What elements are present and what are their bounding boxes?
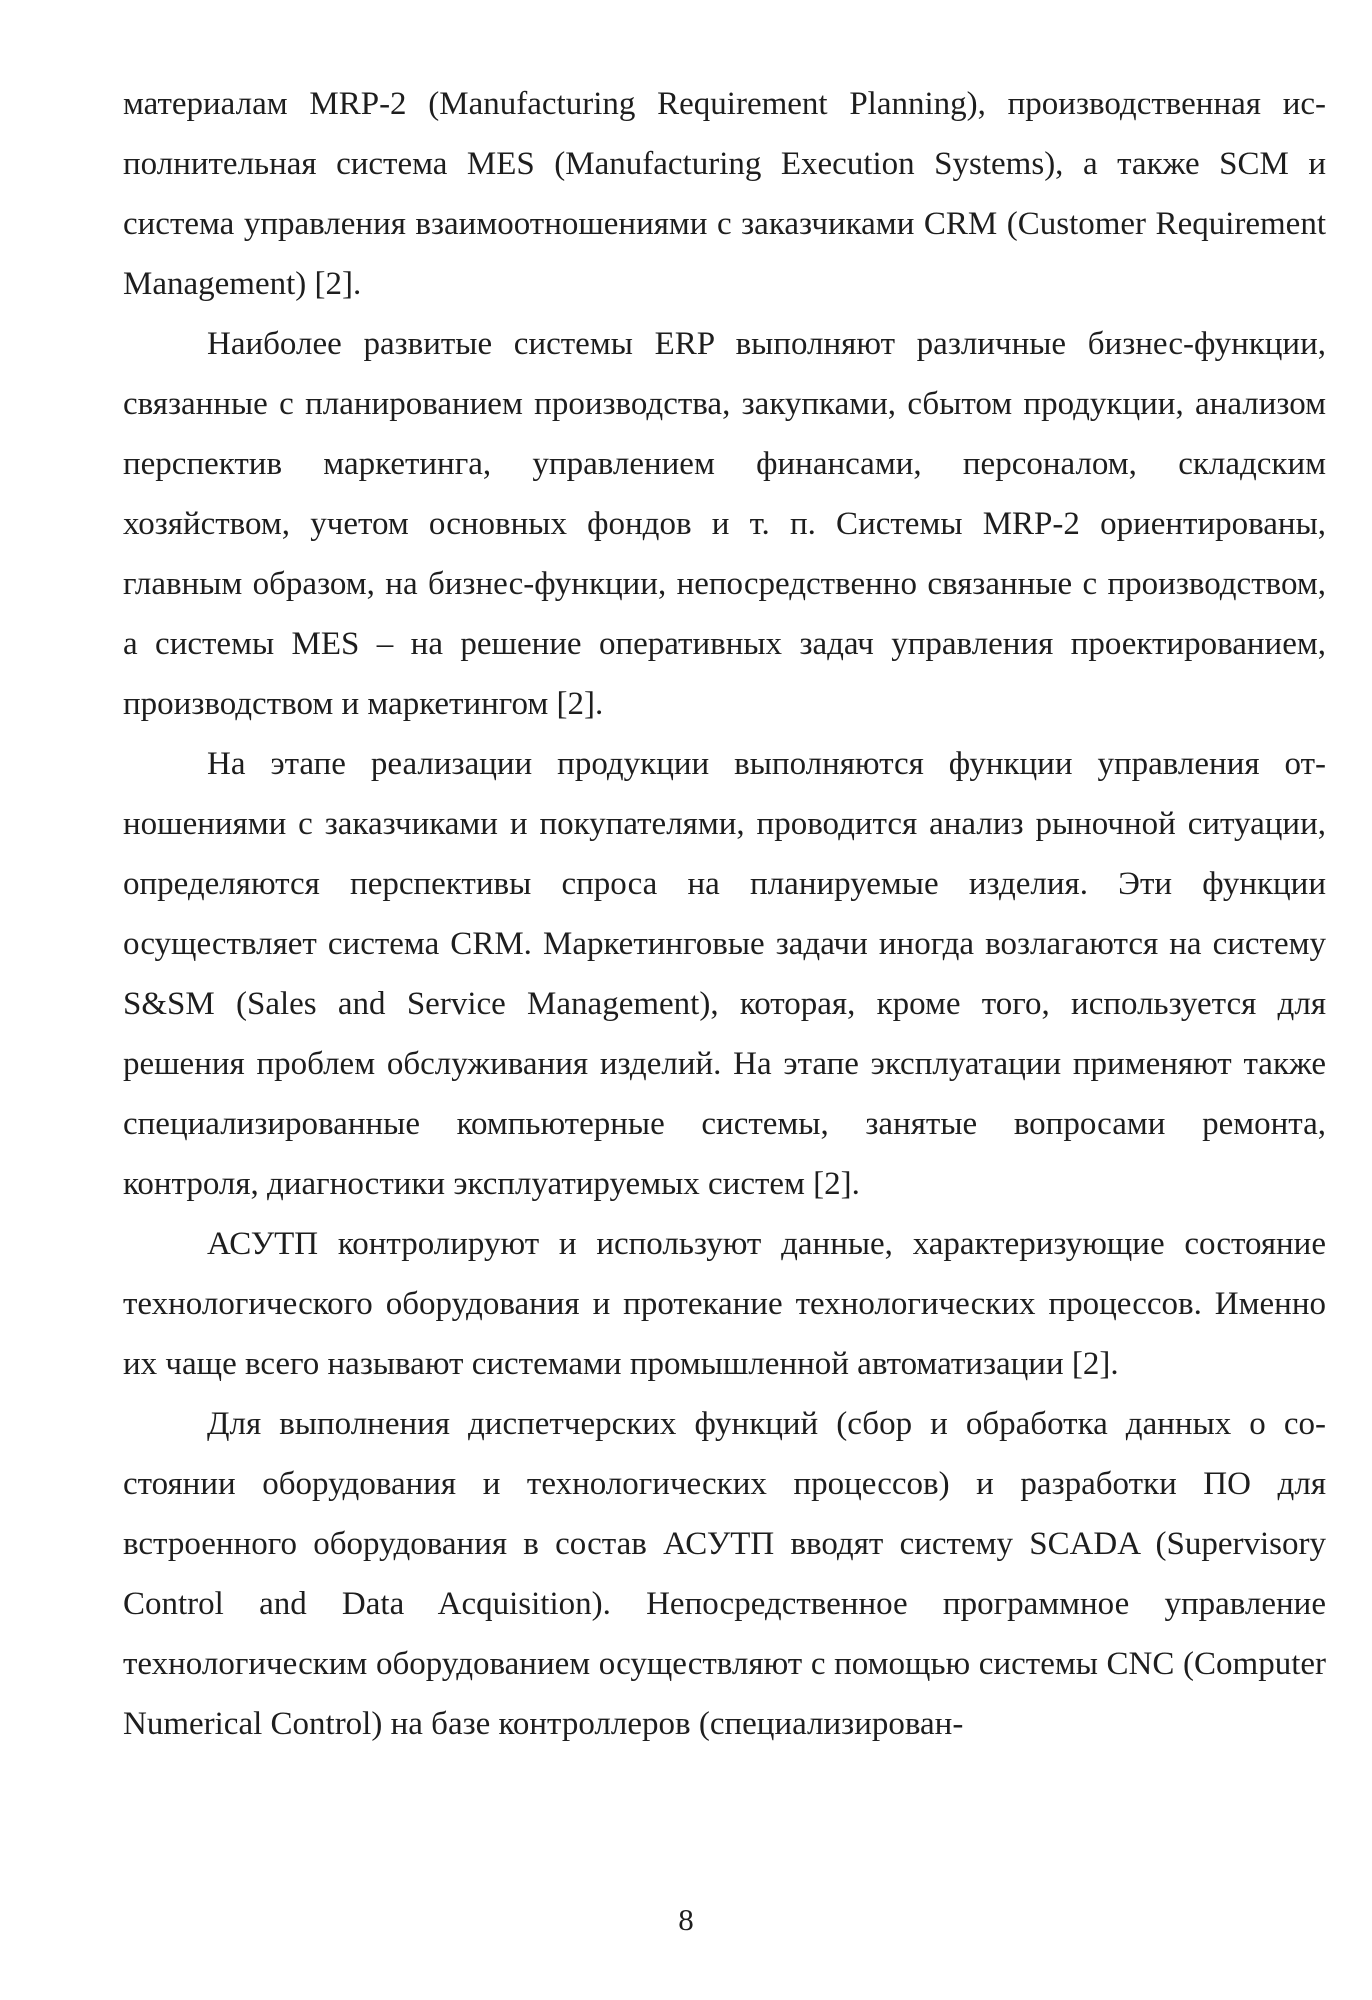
paragraph-1: материалам MRP-2 (Manufacturing Requirement Planning), производственная исполнительная система MES (Manufacturing Execution Systems), а также SCM и система управления взаимоотношениями с заказчиками CRM (Customer Requirement Management) [2]. (123, 86, 1326, 302)
page-number: 8 (678, 1902, 694, 1937)
paragraph-3: На этапе реализации продукции выполняются функции управления отношениями с заказчиками и покупателями, проводится анализ рыночной ситуации, определяются перспективы спроса на планируемые изделия. Эти функции осуществляет система CRM. Маркетинговые задачи иногда возлагаются на систему S&SM (Sales and Service Management), которая, кроме того, используется для решения проблем обслуживания изделий. На этапе эксплуатации применяют также специализированные компьютерные системы, занятые вопросами ремонта, контроля, диагностики эксплуатируемых систем [2]. (123, 746, 1326, 1202)
document-page (123, 74, 1326, 1754)
paragraph-2: Наиболее развитые системы ERP выполняют различные бизнес-функции, связанные с планированием производства, закупками, сбытом продукции, анализом перспектив маркетинга, управлением финансами, персоналом, складским хозяйством, учетом основных фондов и т. п. Системы MRP-2 ориентированы, главным образом, на бизнес-функции, непосредственно связанные с производством, а системы MES – на решение оперативных задач управления проектированием, производством и маркетингом [2]. (123, 326, 1326, 722)
paragraph-4: АСУТП контролируют и используют данные, характеризующие состояние технологического оборудования и протекание технологических процессов. Именно их чаще всего называют системами промышленной автоматизации [2]. (123, 1226, 1326, 1382)
paragraph-5: Для выполнения диспетчерских функций (сбор и обработка данных о состоянии оборудования и технологических процессов) и разработки ПО для встроенного оборудования в состав АСУТП вводят систему SCADA (Supervisory Control and Data Acquisition). Непосредственное программное управление технологическим оборудованием осуществляют с помощью системы CNC (Computer Numerical Control) на базе контроллеров (специализирован- (123, 1406, 1326, 1742)
